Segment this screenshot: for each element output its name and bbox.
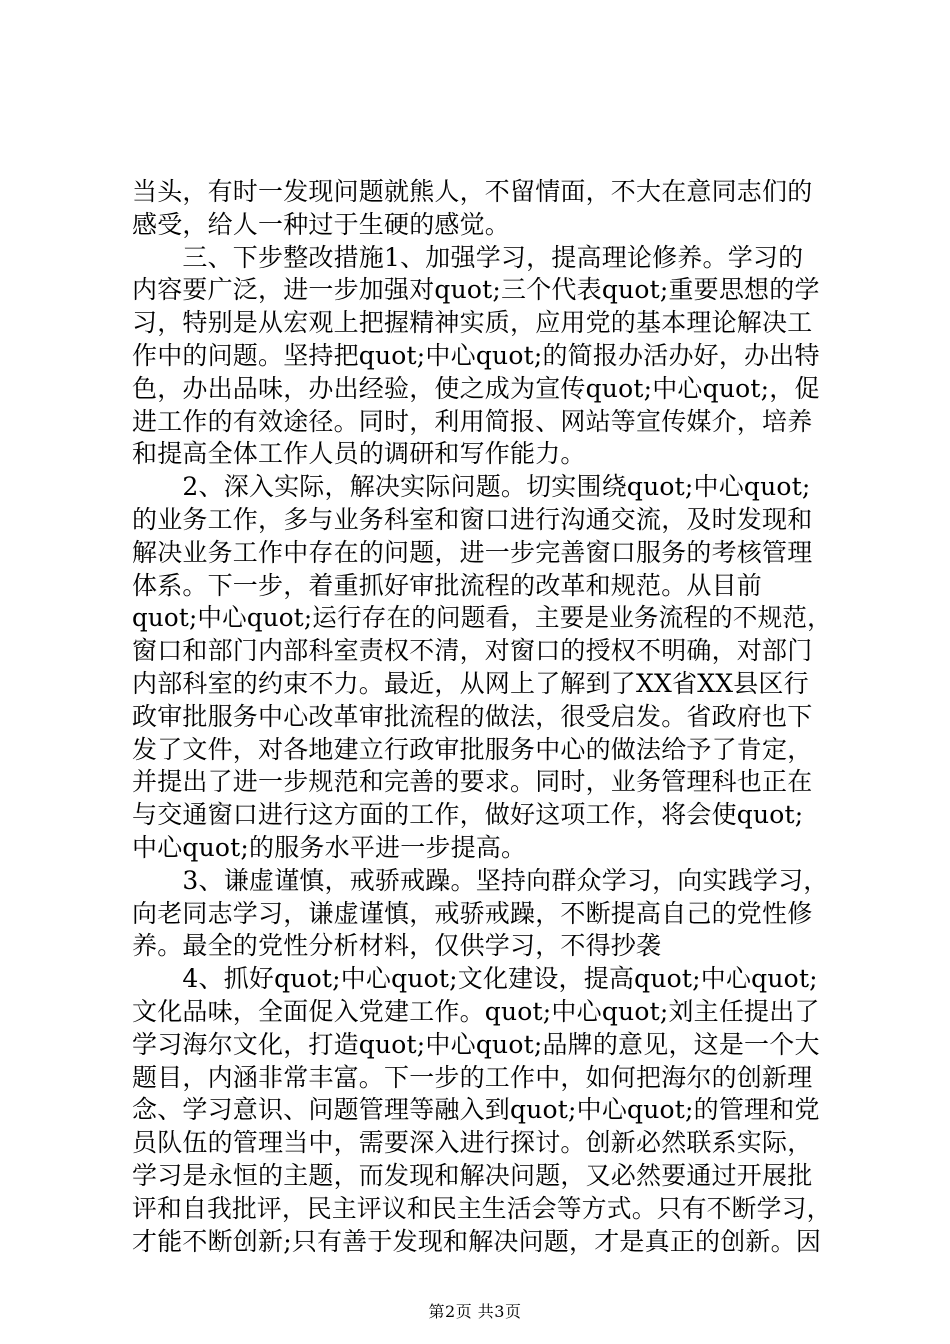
text-line: 才能不断创新;只有善于发现和解决问题，才是真正的创新。因 (132, 1226, 822, 1256)
text-line: 员队伍的管理当中，需要深入进行探讨。创新必然联系实际， (132, 1128, 813, 1158)
text-line: 进工作的有效途径。同时，利用简报、网站等宣传媒介，培养 (132, 406, 813, 436)
text-line: 发了文件，对各地建立行政审批服务中心的做法给予了肯定， (132, 734, 813, 764)
text-line: 感受，给人一种过于生硬的感觉。 (132, 209, 511, 239)
text-line: 当头，有时一发现问题就熊人，不留情面，不大在意同志们的 (132, 177, 813, 206)
text-line: 体系。下一步，着重抓好审批流程的改革和规范。从目前 (132, 570, 763, 600)
text-line: 与交通窗口进行这方面的工作，做好这项工作，将会使quot; (132, 800, 804, 830)
text-line: 作中的问题。坚持把quot;中心quot;的简报办活办好，办出特 (132, 340, 820, 370)
text-line: 并提出了进一步规范和完善的要求。同时，业务管理科也正在 (132, 767, 813, 797)
text-line: 窗口和部门内部科室责权不清，对窗口的授权不明确，对部门 (132, 636, 813, 666)
text-line: 政审批服务中心改革审批流程的做法，很受启发。省政府也下 (132, 701, 813, 731)
page-footer: 第2页 共3页 (428, 1302, 522, 1321)
document-body (132, 176, 832, 1258)
text-line: 念、学习意识、问题管理等融入到quot;中心quot;的管理和党 (132, 1095, 820, 1125)
text-line: quot;中心quot;运行存在的问题看，主要是业务流程的不规范， (132, 603, 832, 633)
text-line: 向老同志学习，谦虚谨慎，戒骄戒躁，不断提高自己的党性修 (132, 898, 813, 928)
text-line: 学习是永恒的主题，而发现和解决问题，又必然要通过开展批 (132, 1160, 813, 1190)
text-line: 文化品味，全面促入党建工作。quot;中心quot;刘主任提出了 (132, 996, 820, 1026)
text-line: 题目，内涵非常丰富。下一步的工作中，如何把海尔的创新理 (132, 1062, 813, 1092)
text-line: 的业务工作，多与业务科室和窗口进行沟通交流，及时发现和 (132, 504, 813, 534)
text-line: 色，办出品味，办出经验，使之成为宣传quot;中心quot;，促 (132, 373, 820, 403)
text-line: 2、深入实际，解决实际问题。切实围绕quot;中心quot; (132, 472, 811, 502)
text-line: 内部科室的约束不力。最近，从网上了解到了XX省XX县区行 (132, 668, 809, 698)
text-line: 评和自我批评，民主评议和民主生活会等方式。只有不断学习， (132, 1193, 832, 1223)
text-line: 中心quot;的服务水平进一步提高。 (132, 832, 527, 862)
text-line: 4、抓好quot;中心quot;文化建设，提高quot;中心quot; (132, 964, 818, 994)
text-line: 习，特别是从宏观上把握精神实质，应用党的基本理论解决工 (132, 308, 813, 338)
text-line: 和提高全体工作人员的调研和写作能力。 (132, 439, 586, 469)
text-line: 学习海尔文化，打造quot;中心quot;品牌的意见，这是一个大 (132, 1029, 820, 1059)
text-line: 解决业务工作中存在的问题，进一步完善窗口服务的考核管理 (132, 537, 813, 567)
text-line: 三、下步整改措施1、加强学习，提高理论修养。学习的 (132, 242, 804, 272)
text-line: 内容要广泛，进一步加强对quot;三个代表quot;重要思想的学 (132, 275, 820, 305)
text-line: 养。最全的党性分析材料，仅供学习，不得抄袭 (132, 931, 662, 961)
text-line: 3、谦虚谨慎，戒骄戒躁。坚持向群众学习，向实践学习， (132, 865, 829, 895)
